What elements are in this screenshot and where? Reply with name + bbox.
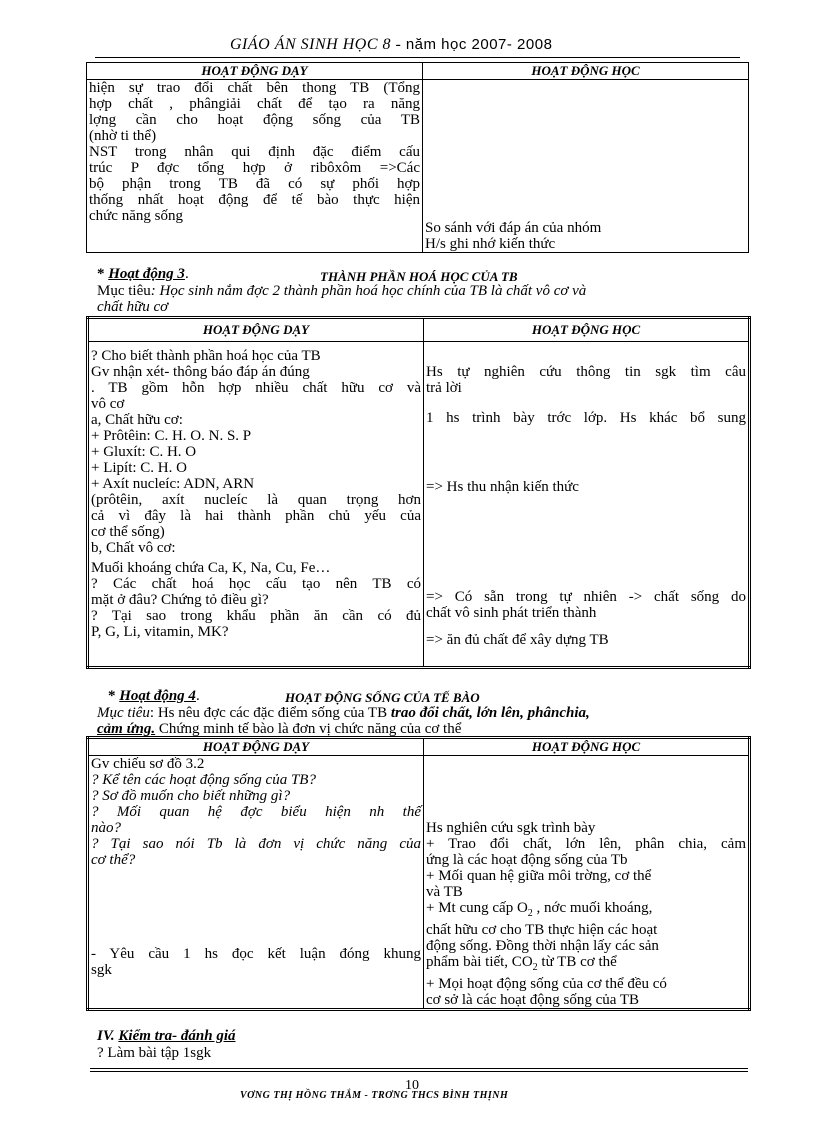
text-line: chức năng sống bbox=[89, 208, 183, 224]
text-line: chất vô sinh phát triển thành bbox=[426, 605, 597, 621]
table-cell-activities bbox=[86, 736, 751, 1011]
activity-4-title: HOẠT ĐỘNG SỐNG CỦA TẾ BÀO bbox=[285, 690, 480, 705]
cell-student bbox=[423, 80, 749, 253]
header-title: GIÁO ÁN SINH HỌC 8 - bbox=[230, 36, 402, 53]
col-header-student: HOẠT ĐỘNG HỌC bbox=[424, 318, 750, 342]
assessment-task: ? Làm bài tập 1sgk bbox=[97, 1045, 212, 1061]
cell-teacher bbox=[88, 342, 424, 668]
page-header bbox=[230, 36, 552, 54]
text-line: NST trong nhân qui định đặc điểm cấu bbox=[89, 144, 420, 160]
cell-teacher bbox=[88, 756, 424, 1010]
text-line: + Gluxít: C. H. O bbox=[91, 444, 197, 460]
text-line: và TB bbox=[426, 884, 463, 900]
text-line: + Mối quan hệ giữa môi trờng, cơ thể bbox=[426, 868, 652, 884]
text-line: phẩm bài tiết, $CO_2$ từ TB cơ thể bbox=[426, 954, 617, 973]
activity-3-title: THÀNH PHẦN HOÁ HỌC CỦA TB bbox=[320, 269, 518, 284]
text-line: Hs nghiên cứu sgk trình bày bbox=[426, 820, 596, 836]
text-line: (nhờ ti thể) bbox=[89, 128, 157, 144]
text-line: cơ thể sống) bbox=[91, 524, 165, 540]
activity-3-goal: Mục tiêu: Học sinh nắm đợc 2 thành phần hoá học chính của TB là chất vô cơ và chất hữu cơ bbox=[97, 283, 587, 315]
text-line: động sống. Đồng thời nhận lấy các sản bbox=[426, 938, 659, 954]
activity-4-goal: Mục tiêu: Hs nêu đợc các đặc điểm sống của TB trao đổi chất, lớn lên, phânchia, cảm ứng. Chứng minh tế bào là đơn vị chức năng của cơ thể bbox=[97, 705, 590, 737]
text-line: thống nhất hoạt động để tế bào thực hiện bbox=[89, 192, 420, 208]
text-line: - Yêu cầu 1 hs đọc kết luận đóng khung bbox=[91, 946, 421, 962]
text-line: + Trao đổi chất, lớn lên, phân chia, cảm bbox=[426, 836, 746, 852]
text-line: . TB gồm hỗn hợp nhiều chất hữu cơ và bbox=[91, 380, 421, 396]
text-line: cơ sở là các hoạt động sống của TB bbox=[426, 992, 640, 1008]
assessment-heading: IV. Kiểm tra- đánh giá bbox=[97, 1028, 236, 1044]
text-line: ứng là các hoạt động sống của Tb bbox=[426, 852, 628, 868]
activity-4-heading: * Hoạt động 4. bbox=[108, 688, 200, 704]
text-line: + Lipít: C. H. O bbox=[91, 460, 187, 476]
text-line: ? Sơ đồ muốn cho biết những gì? bbox=[91, 788, 291, 804]
cell-student bbox=[424, 756, 750, 1010]
text-line: cả vì đây là hai thành phần chủ yếu của bbox=[91, 508, 421, 524]
col-header-student: HOẠT ĐỘNG HỌC bbox=[424, 738, 750, 756]
text-line: Gv nhận xét- thông báo đáp án đúng bbox=[91, 364, 310, 380]
text-line: ? Cho biết thành phần hoá học của TB bbox=[91, 348, 321, 364]
text-line: + Mt cung cấp $O_2$ , nớc muối khoáng, bbox=[426, 900, 653, 919]
activity-3-heading: * Hoạt động 3. bbox=[97, 266, 189, 282]
text-line: b, Chất vô cơ: bbox=[91, 540, 176, 556]
text-line: + Mọi hoạt động sống của cơ thể đều có bbox=[426, 976, 667, 992]
text-line: trả lời bbox=[426, 380, 462, 396]
text-line: So sánh với đáp án của nhóm bbox=[425, 220, 602, 236]
cell-student bbox=[424, 342, 750, 668]
text-line: nào? bbox=[91, 820, 121, 836]
header-year: năm học 2007- 2008 bbox=[405, 36, 553, 53]
text-line: bộ phận trong TB đã có sự phối hợp bbox=[89, 176, 420, 192]
col-header-teacher: HOẠT ĐỘNG DẠY bbox=[88, 318, 424, 342]
text-line: => Hs thu nhận kiến thức bbox=[426, 479, 579, 495]
text-line: => Có sẵn trong tự nhiên -> chất sống do bbox=[426, 589, 746, 605]
text-line: P, G, Li, vitamin, MK? bbox=[91, 624, 229, 640]
text-line: vô cơ bbox=[91, 396, 125, 412]
table-activity-continued bbox=[86, 62, 749, 253]
text-line: => ăn đủ chất để xây dựng TB bbox=[426, 632, 609, 648]
text-line: ? Kể tên các hoạt động sống của TB? bbox=[91, 772, 316, 788]
footer-rule-2 bbox=[90, 1071, 748, 1072]
cell-teacher bbox=[87, 80, 423, 253]
text-line: cơ thể? bbox=[91, 852, 136, 868]
text-line: ? Các chất hoá học cấu tạo nên TB có bbox=[91, 576, 421, 592]
assessment-label: Kiểm tra- đánh giá bbox=[118, 1028, 236, 1044]
text-line: ? Mối quan hệ đợc biểu hiện nh thế bbox=[91, 804, 421, 820]
col-header-teacher: HOẠT ĐỘNG DẠY bbox=[87, 63, 423, 80]
text-line: trúc P đợc tổng hợp ở ribôxôm =>Các bbox=[89, 160, 420, 176]
table-chemical-composition bbox=[86, 316, 751, 669]
activity-4-label: Hoạt động 4 bbox=[119, 688, 196, 704]
text-line: + Axít nucleíc: ADN, ARN bbox=[91, 476, 255, 492]
text-line: Muối khoáng chứa Ca, K, Na, Cu, Fe… bbox=[91, 560, 331, 576]
text-line: + Prôtêin: C. H. O. N. S. P bbox=[91, 428, 252, 444]
text-line: ? Tại sao trong khẩu phần ăn cần có đủ bbox=[91, 608, 421, 624]
text-line: Hs tự nghiên cứu thông tin sgk tìm câu bbox=[426, 364, 746, 380]
col-header-student: HOẠT ĐỘNG HỌC bbox=[423, 63, 749, 80]
text-line: mặt ở đâu? Chứng tỏ điều gì? bbox=[91, 592, 269, 608]
text-line: hợp chất , phângiải chất để tạo ra năng bbox=[89, 96, 420, 112]
text-line: sgk bbox=[91, 962, 112, 978]
text-line: chất hữu cơ cho TB thực hiện các hoạt bbox=[426, 922, 658, 938]
text-line: hiện sự trao đổi chất bên thong TB (Tổng bbox=[89, 80, 420, 96]
text-line: ? Tại sao nói Tb là đơn vị chức năng của bbox=[91, 836, 421, 852]
text-line: 1 hs trình bày trớc lớp. Hs khác bổ sung bbox=[426, 410, 746, 426]
text-line: (prôtêin, axít nucleíc là quan trọng hơn bbox=[91, 492, 421, 508]
activity-3-label: Hoạt động 3 bbox=[108, 266, 185, 282]
header-rule bbox=[95, 57, 740, 58]
text-line: lợng cần cho hoạt động sống của TB bbox=[89, 112, 420, 128]
text-line: Gv chiếu sơ đồ 3.2 bbox=[91, 756, 205, 772]
footer-rule bbox=[90, 1068, 748, 1069]
col-header-teacher: HOẠT ĐỘNG DẠY bbox=[88, 738, 424, 756]
page-number: 10 bbox=[405, 1078, 419, 1093]
text-line: H/s ghi nhớ kiến thức bbox=[425, 236, 556, 252]
text-line: a, Chất hữu cơ: bbox=[91, 412, 183, 428]
footer-text: VƠNG THỊ HỒNG THẮM - TRƠNG THCS BÌNH THỊNH bbox=[240, 1090, 509, 1101]
